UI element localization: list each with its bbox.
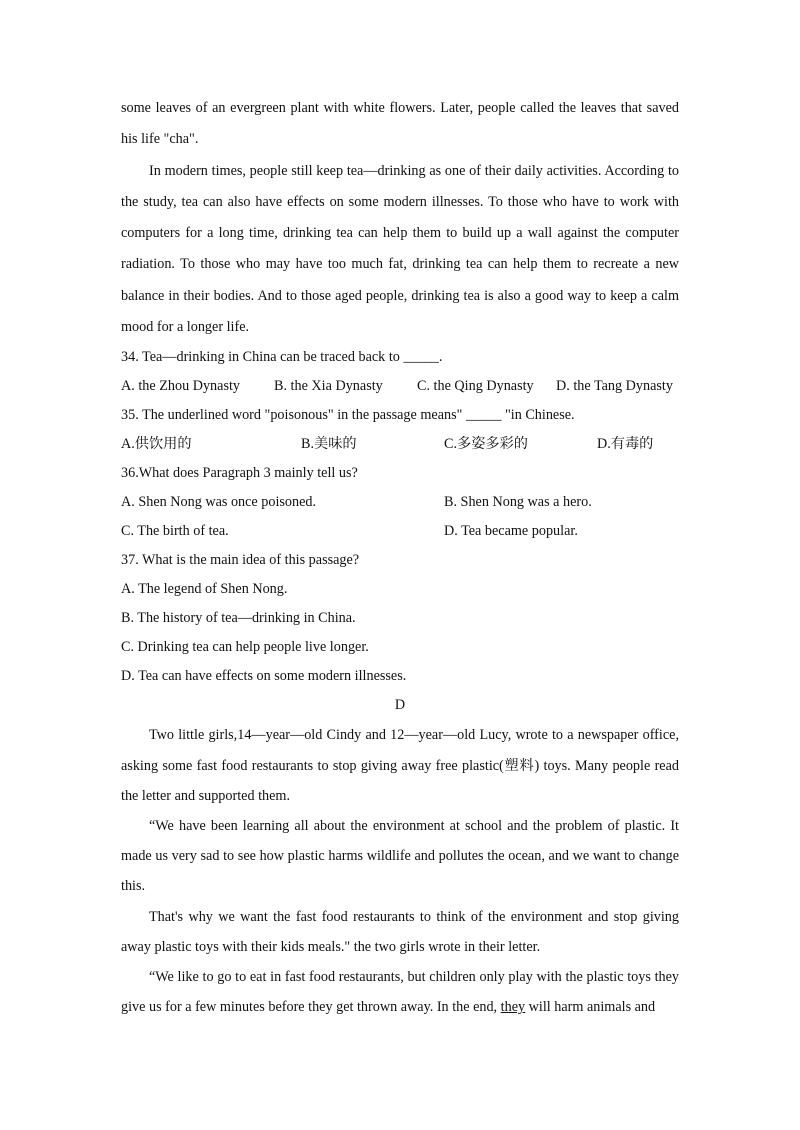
passage-d-paragraph-1: Two little girls,14—year—old Cindy and 12—year—old Lucy, wrote to a newspaper office, asking some fast food restaurants to stop giving away free plastic(塑料) toys. Many people read the letter and supported them. <box>121 727 679 804</box>
question-36-option-c: C. The birth of tea. <box>121 523 229 540</box>
question-35-option-c: C.多姿多彩的 <box>444 436 528 453</box>
question-36-options-row-2 <box>121 517 679 546</box>
question-34-option-d: D. the Tang Dynasty <box>556 378 673 395</box>
underlined-word-they: they <box>500 999 526 1016</box>
question-37-option-d: D. Tea can have effects on some modern illnesses. <box>121 668 407 685</box>
question-36-options-row-1 <box>121 488 679 517</box>
question-34-stem: 34. Tea—drinking in China can be traced back to _____. <box>121 349 443 366</box>
question-37-option-c: C. Drinking tea can help people live longer. <box>121 639 369 656</box>
question-34-option-c: C. the Qing Dynasty <box>417 378 534 395</box>
passage-d-paragraph-4-start: “We like to go to eat in fast food restaurants, but children only play with the plastic toys they give us for a few minutes before they get thrown away. In the end, <box>121 969 679 1016</box>
question-36-stem: 36.What does Paragraph 3 mainly tell us? <box>121 465 358 482</box>
question-35-stem: 35. The underlined word "poisonous" in the passage means" _____ "in Chinese. <box>121 407 575 424</box>
section-heading-d: D <box>394 697 406 714</box>
exam-page <box>121 93 679 1022</box>
passage-c-paragraph-4: In modern times, people still keep tea—drinking as one of their daily activities. According to the study, tea can also have effects on some modern illnesses. To those who have to work with computers for a long time, drinking tea can help them to build up a wall against the computer radiation. To those who may have too much fat, drinking tea can help them to recreate a new balance in their bodies. And to those aged people, drinking tea is also a good way to keep a calm mood for a longer life. <box>121 162 679 336</box>
passage-d-paragraph-3: That's why we want the fast food restaurants to think of the environment and stop giving away plastic toys with their kids meals." the two girls wrote in their letter. <box>121 908 679 955</box>
question-34-option-b: B. the Xia Dynasty <box>274 378 383 395</box>
question-35-option-a: A.供饮用的 <box>121 436 192 453</box>
question-36-option-d: D. Tea became popular. <box>444 523 578 540</box>
question-34-option-a: A. the Zhou Dynasty <box>121 378 241 395</box>
question-37-option-b: B. The history of tea—drinking in China. <box>121 610 356 627</box>
question-36-option-b: B. Shen Nong was a hero. <box>444 494 592 511</box>
question-35-option-d: D.有毒的 <box>597 436 654 453</box>
question-37-option-a: A. The legend of Shen Nong. <box>121 581 288 598</box>
passage-d-paragraph-2: “We have been learning all about the environment at school and the problem of plastic. It made us very sad to see how plastic harms wildlife and pollutes the ocean, and we want to change this. <box>121 817 679 895</box>
question-36-option-a: A. Shen Nong was once poisoned. <box>121 494 317 511</box>
passage-c-paragraph-tail: some leaves of an evergreen plant with white flowers. Later, people called the leaves that saved his life "cha". <box>121 100 679 148</box>
passage-d-paragraph-4 <box>121 962 679 1022</box>
question-35-options <box>121 430 679 459</box>
passage-d-paragraph-4-end: will harm animals and <box>525 999 656 1016</box>
question-34-options <box>121 372 679 401</box>
question-37-stem: 37. What is the main idea of this passage? <box>121 552 360 569</box>
question-35-option-b: B.美味的 <box>301 436 357 453</box>
